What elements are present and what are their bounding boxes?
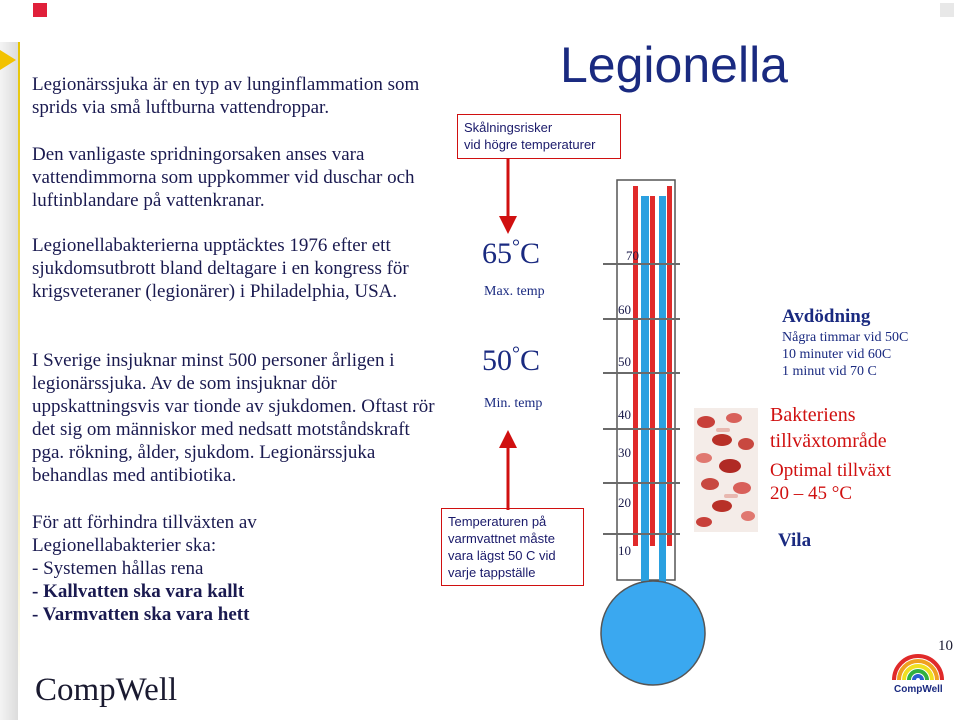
callout-text: vid högre temperaturer [464,137,596,152]
callout-text: vara lägst 50 C vid [448,548,556,563]
avdodning-line-1: Några timmar vid 50C [782,330,909,345]
page-number: 10 [938,638,953,654]
gray-corner-square [940,3,954,17]
scale-label-30: 30 [618,445,631,460]
max-temp-value [482,236,540,271]
slide-title: Legionella [560,37,788,93]
min-temp-callout [441,508,584,586]
intro-paragraph-1 [32,73,432,119]
brand-name: CompWell [35,672,178,708]
scale-label-40: 40 [618,407,631,422]
intro-text: Legionellabakterierna upptäcktes 1976 efter ett sjukdomsutbrott bland deltagare i en kongress för krigsveteraner (legionärer) i Philadelphia, USA. [32,235,409,302]
degree-symbol: ° [512,343,520,365]
intro-paragraph-3 [32,234,432,303]
scalding-risk-callout [457,114,621,159]
prevention-item-clean: - Systemen hållas rena [32,558,204,579]
intro-text: Legionärssjuka är en typ av lunginflammation som sprids via små luftburna vattendroppar. [32,74,420,118]
left-margin-stripe [0,42,18,720]
growth-heading-1: Bakteriens [770,404,856,426]
prevention-item-hot: - Varmvatten ska vara hett [32,604,250,625]
callout-text: varje tappställe [448,565,536,580]
callout-text: Skålningsrisker [464,120,553,135]
optimal-growth-label: Optimal tillväxt [770,460,891,481]
scale-label-10: 10 [618,543,631,558]
min-temp-number: 50 [482,344,512,377]
up-arrow-icon [496,428,520,510]
avdodning-title: Avdödning [782,306,871,327]
callout-text: Temperaturen på [448,514,547,529]
max-temp-unit: C [520,237,541,270]
rainbow-logo-icon [890,640,946,684]
scale-label-20: 20 [618,495,631,510]
prevention-list [32,511,442,626]
yellow-triangle-icon [0,50,16,70]
scale-label-70: 70 [626,248,639,263]
max-temp-label: Max. temp [484,284,545,299]
gold-divider-line [18,42,20,692]
min-temp-unit: C [520,344,541,377]
callout-text: varmvattnet måste [448,531,555,546]
logo-text: CompWell [894,684,943,695]
bacteria-image [694,408,758,532]
optimal-growth-range: 20 – 45 °C [770,483,853,504]
degree-symbol: ° [512,236,520,258]
prevention-intro-2: Legionellabakterier ska: [32,535,217,556]
growth-heading-2: tillväxtområde [770,430,887,452]
scale-label-60: 60 [618,302,631,317]
intro-paragraph-2 [32,143,432,212]
intro-paragraph-4 [32,349,442,487]
avdodning-line-3: 1 minut vid 70 C [782,364,877,379]
min-temp-label: Min. temp [484,396,543,411]
intro-text: I Sverige insjuknar minst 500 personer årligen i legionärssjuka. Av de som insjuknar dör uppskattningsvis var tionde av sjukdomen. Oftast rör det sig om människor med nedsatt motståndskraft pga. rökning, ålder, sjukdom. Legionärssjuka behandlas med antibiotika. [32,350,435,486]
rest-label: Vila [778,530,812,551]
scale-label-50: 50 [618,354,631,369]
min-temp-value [482,343,540,378]
prevention-intro-1: För att förhindra tillväxten av [32,512,257,533]
intro-text: Den vanligaste spridningorsaken anses vara vattendimmorna som uppkommer vid duschar och luftinblandare på vattenkranar. [32,144,415,211]
max-temp-number: 65 [482,237,512,270]
down-arrow-icon [496,158,520,236]
prevention-item-cold: - Kallvatten ska vara kallt [32,581,245,602]
avdodning-line-2: 10 minuter vid 60C [782,347,892,362]
red-corner-square [33,3,47,17]
